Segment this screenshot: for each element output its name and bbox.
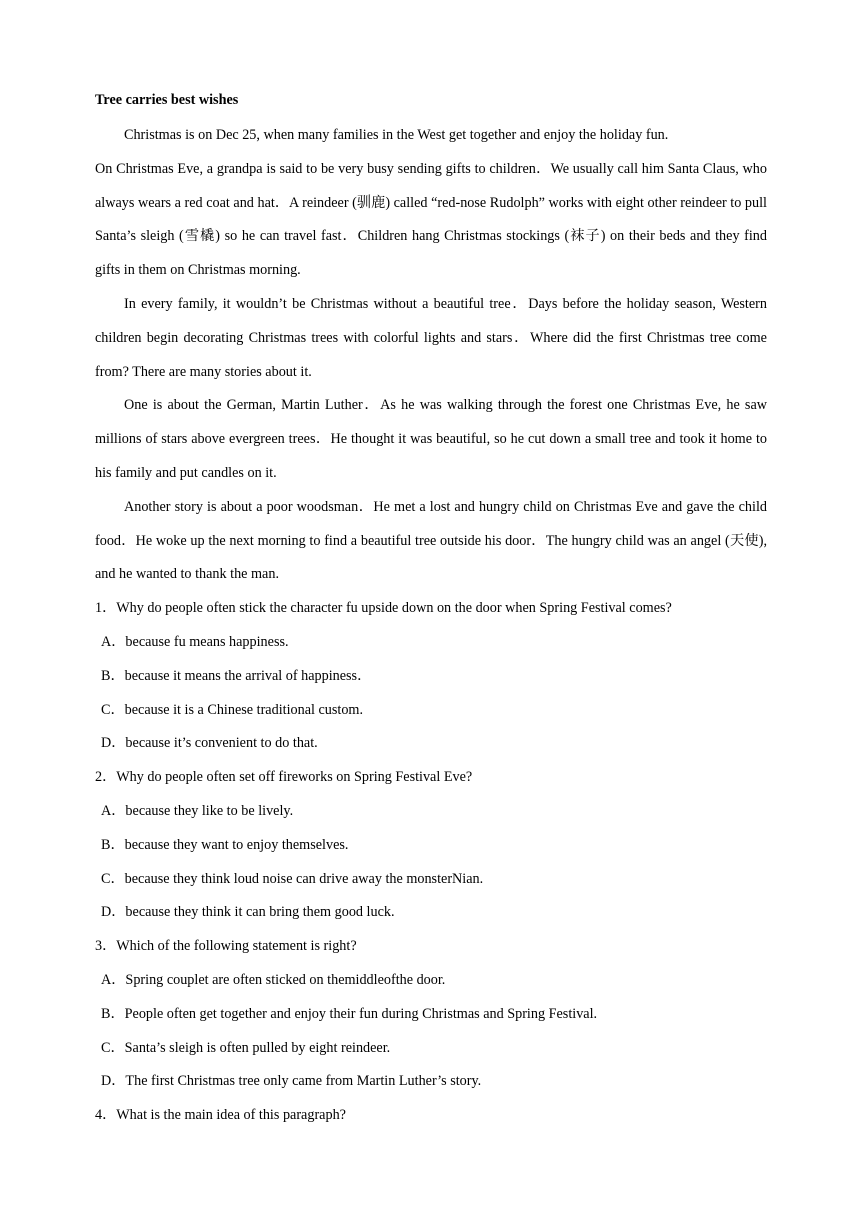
- question-1-option-c: C．because it is a Chinese traditional custom.: [101, 701, 364, 718]
- question-3-option-c: C．Santa’s sleigh is often pulled by eight reindeer.: [101, 1039, 391, 1056]
- paragraph-2: On Christmas Eve, a grandpa is said to be very busy sending gifts to children．We usually call him Santa Claus, who always wears a red coat and hat．A reindeer (驯鹿) called “red-nose Rudolph” works with eight other reindeer to pull Santa’s sleigh (雪橇) so he can travel fast．Children hang Christmas stockings (袜子) on their beds and they find gifts in them on Christmas morning.: [95, 160, 767, 279]
- paragraph-1: Christmas is on Dec 25, when many families in the West get together and enjoy the holiday fun.: [124, 127, 669, 143]
- question-2-option-a: A．because they like to be lively.: [101, 802, 294, 819]
- question-2-option-d: D．because they think it can bring them good luck.: [101, 904, 395, 921]
- question-1: 1．Why do people often stick the character fu upside down on the door when Spring Festival comes?: [95, 600, 672, 617]
- paragraph-5: Another story is about a poor woodsman．He met a lost and hungry child on Christmas Eve and gave the child food．He woke up the next morning to find a beautiful tree outside his door．The hungry child was an angel (天使), and he wanted to thank the man.: [95, 498, 767, 583]
- question-1-option-d: D．because it’s convenient to do that.: [101, 735, 318, 752]
- question-2: 2．Why do people often set off fireworks on Spring Festival Eve?: [95, 769, 473, 786]
- question-3-option-b: B．People often get together and enjoy their fun during Christmas and Spring Festival.: [101, 1005, 598, 1022]
- paragraph-4: One is about the German, Martin Luther．As he was walking through the forest one Christmas Eve, he saw millions of stars above evergreen trees．He thought it was beautiful, so he cut down a small tree and took it home to his family and put candles on it.: [95, 397, 767, 481]
- passage-title: Tree carries best wishes: [95, 92, 239, 108]
- question-1-option-a: A．because fu means happiness.: [101, 633, 289, 650]
- question-2-option-c: C．because they think loud noise can drive away the monsterNian.: [101, 870, 484, 887]
- question-1-option-b: B．because it means the arrival of happiness．: [101, 667, 372, 684]
- question-4: 4．What is the main idea of this paragraph?: [95, 1107, 346, 1124]
- question-3: 3．Which of the following statement is right?: [95, 938, 357, 955]
- paragraph-3: In every family, it wouldn’t be Christmas without a beautiful tree．Days before the holiday season, Western children begin decorating Christmas trees with colorful lights and stars．Where did the first Christmas tree come from? There are many stories about it.: [95, 295, 767, 380]
- question-3-option-d: D．The first Christmas tree only came from Martin Luther’s story.: [101, 1073, 482, 1090]
- question-2-option-b: B．because they want to enjoy themselves.: [101, 836, 349, 853]
- question-3-option-a: A．Spring couplet are often sticked on themiddleofthe door.: [101, 971, 446, 988]
- document-content: [95, 86, 767, 1133]
